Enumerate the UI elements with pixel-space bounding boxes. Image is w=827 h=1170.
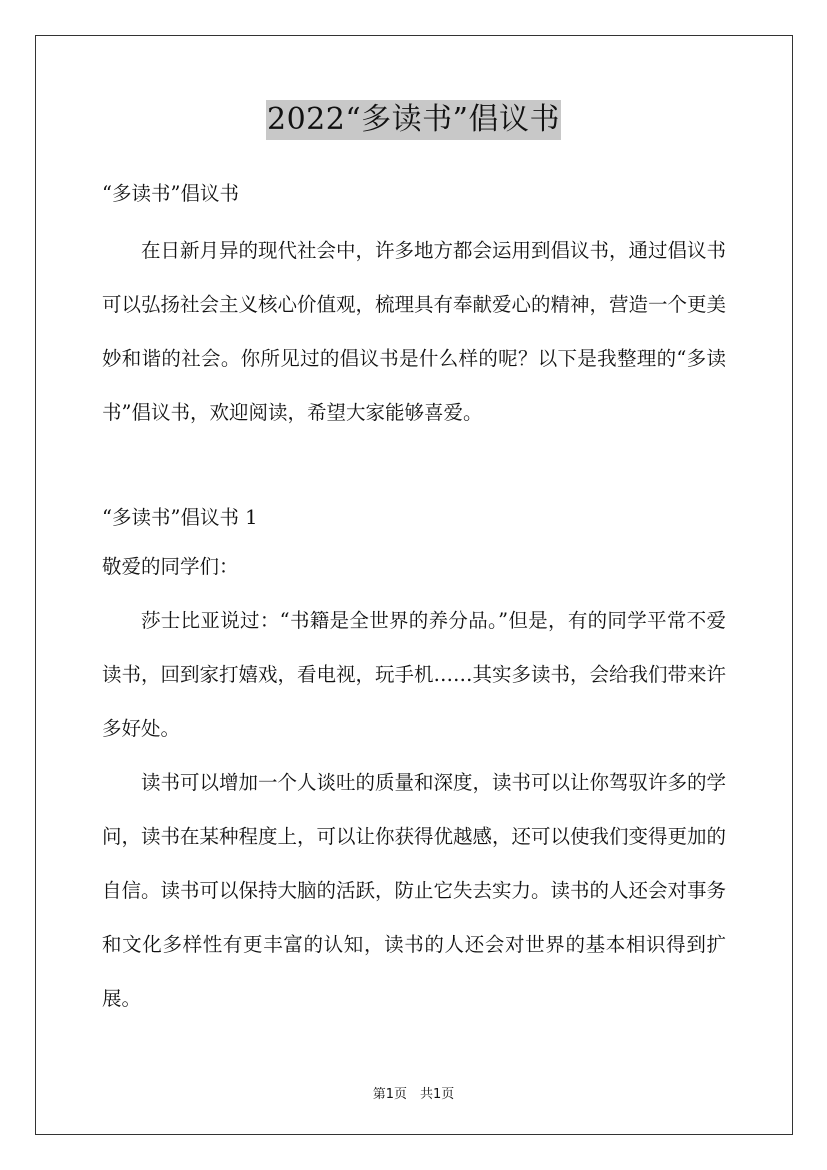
page-number-footer: 第1页 共1页 [372, 1087, 455, 1102]
salutation: 敬爱的同学们： [102, 555, 239, 578]
section-spacer [102, 440, 726, 496]
intro-paragraph: 在日新月异的现代社会中，许多地方都会运用到倡议书，通过倡议书可以弘扬社会主义核心价值观，梳理具有奉献爱心的精神，营造一个更美妙和谐的社会。你所见过的倡议书是什么样的呢？以下是我整理的“多读书”倡议书，欢迎阅读，希望大家能够喜爱。 [102, 239, 727, 424]
title-container [0, 100, 827, 140]
document-body [102, 172, 726, 1026]
body-paragraph-2: 读书可以增加一个人谈吐的质量和深度，读书可以让你驾驭许多的学问，读书在某种程度上，可以让你获得优越感，还可以使我们变得更加的自信。读书可以保持大脑的活跃，防止它失去实力。读书的人还会对事务和文化多样性有更丰富的认知，读书的人还会对世界的基本相识得到扩展。 [102, 771, 727, 1010]
section-heading: “多读书”倡议书 1 [102, 506, 258, 529]
intro-heading: “多读书”倡议书 [102, 182, 239, 205]
body-paragraph-1: 莎士比亚说过：“书籍是全世界的养分品。”但是，有的同学平常不爱读书，回到家打嬉戏，看电视，玩手机……其实多读书，会给我们带来许多好处。 [102, 609, 727, 740]
document-title: 2022“多读书”倡议书 [266, 100, 561, 140]
